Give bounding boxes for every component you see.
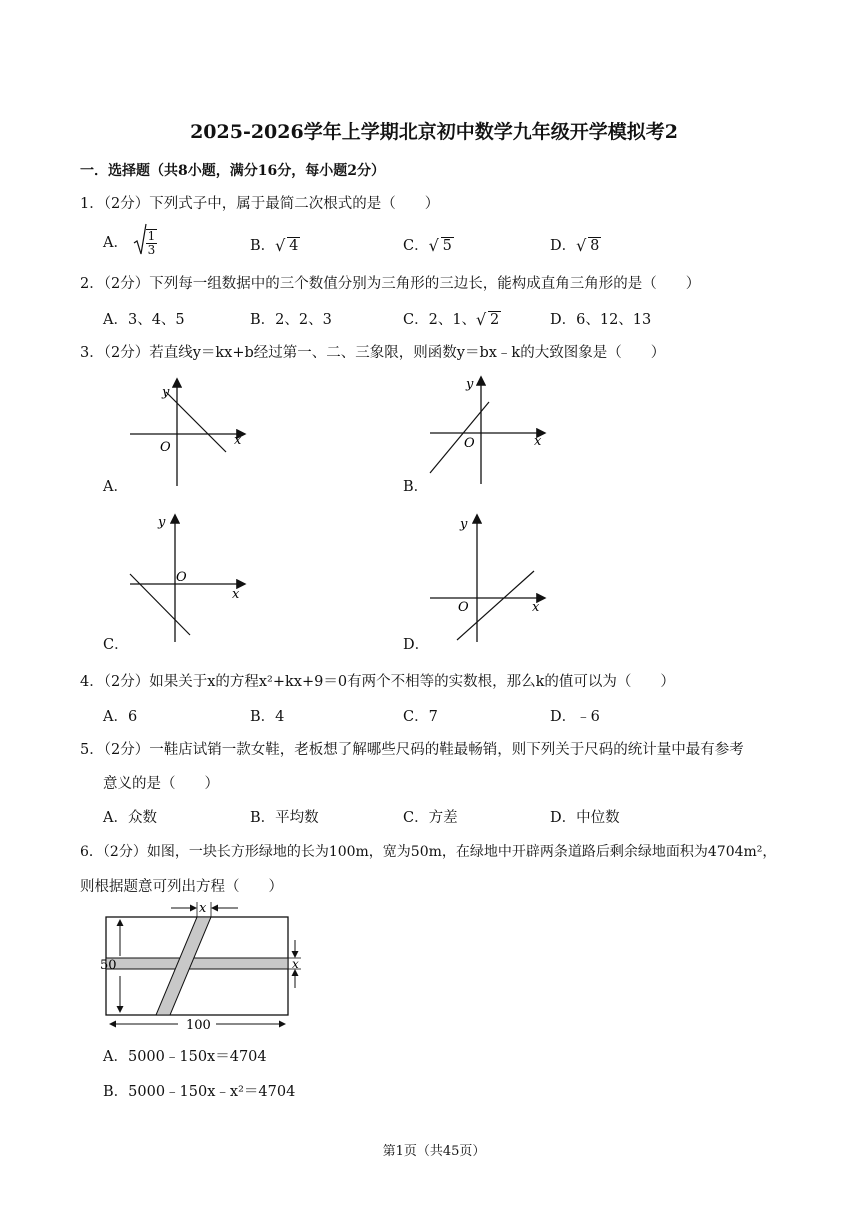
q5-option-d: D．中位数	[550, 810, 620, 826]
q4-option-a: A．6	[103, 709, 138, 725]
q1-option-b-label: B．	[250, 238, 276, 254]
field-width-label: 100	[186, 1018, 211, 1033]
q1-option-a	[103, 229, 157, 257]
q6-option-b: B．5000﹣150x﹣x²＝4704	[103, 1084, 296, 1100]
q5-option-c: C．方差	[403, 810, 458, 826]
origin-label: O	[458, 600, 469, 615]
origin-label: O	[464, 436, 475, 451]
q6-road-figure	[96, 898, 316, 1034]
q1-option-a-label: A．	[103, 235, 128, 251]
y-axis-label: y	[466, 377, 474, 392]
question-5-stem-line2: 意义的是（ ）	[103, 776, 219, 792]
x-axis-label: x	[532, 600, 540, 615]
q3-graph-d	[420, 510, 560, 650]
q1-fraction-numerator: 1	[147, 229, 156, 243]
q2-option-c: C．2、1、 √ 2	[403, 310, 500, 329]
q3-option-d-label: D．	[403, 637, 430, 653]
q1-option-d-radicand: 8	[590, 238, 600, 254]
question-6-stem-line2: 则根据题意可列出方程（ ）	[80, 879, 283, 895]
q3-option-b-label: B．	[403, 479, 429, 495]
q3-graph-b	[420, 372, 560, 492]
graph-line	[430, 402, 489, 473]
q2-option-b: B．2、2、3	[250, 312, 332, 328]
q2-option-c-radicand: 2	[490, 312, 500, 328]
x-axis-label: x	[232, 587, 240, 602]
y-axis-label: y	[460, 517, 468, 532]
q1-option-c-radicand: 5	[442, 238, 452, 254]
q4-option-b: B．4	[250, 709, 285, 725]
origin-label: O	[176, 570, 187, 585]
question-4-stem: 4．（2分）如果关于x的方程x²+kx+9＝0有两个不相等的实数根，那么k的值可以为（ ）	[80, 674, 675, 690]
q5-option-b: B．平均数	[250, 810, 319, 826]
page-footer: 第1页（共45页）	[382, 1144, 486, 1159]
q2-option-a: A．3、4、5	[103, 312, 185, 328]
q2-option-d: D．6、12、13	[550, 312, 652, 328]
q4-option-c: C．7	[403, 709, 438, 725]
origin-label: O	[160, 440, 171, 455]
document-title: 2025-2026学年上学期北京初中数学九年级开学模拟考2	[190, 121, 678, 143]
q6-option-a: A．5000﹣150x＝4704	[103, 1049, 267, 1065]
q1-option-d: D． √ 8	[550, 236, 600, 255]
q4-option-d: D．﹣6	[550, 709, 600, 725]
road-width-right-label: x	[292, 957, 299, 971]
x-axis-label: x	[234, 433, 242, 448]
field-height-label: 50	[100, 958, 117, 973]
q1-option-c: C． √ 5	[403, 236, 452, 255]
q2-option-c-text: C．2、1、	[403, 312, 477, 328]
q1-fraction-denominator: 3	[147, 243, 156, 257]
section-heading: 一．选择题（共8小题，满分16分，每小题2分）	[80, 163, 385, 179]
x-axis-label: x	[534, 434, 542, 449]
q1-option-c-label: C．	[403, 238, 429, 254]
question-5-stem-line1: 5．（2分）一鞋店试销一款女鞋，老板想了解哪些尺码的鞋最畅销，则下列关于尺码的统计量中最有参考	[80, 742, 744, 758]
q1-option-b: B． √ 4	[250, 236, 299, 255]
y-axis-label: y	[158, 515, 166, 530]
q3-option-c-label: C．	[103, 637, 129, 653]
q5-option-a: A．众数	[103, 810, 157, 826]
question-2-stem: 2．（2分）下列每一组数据中的三个数值分别为三角形的三边长，能构成直角三角形的是（ ）	[80, 276, 701, 292]
y-axis-label: y	[162, 385, 170, 400]
question-1-stem: 1．（2分）下列式子中，属于最简二次根式的是（ ）	[80, 196, 440, 212]
q3-option-a-label: A．	[103, 479, 128, 495]
q1-option-d-label: D．	[550, 238, 577, 254]
q3-graph-c	[120, 510, 260, 650]
question-6-stem-line1: 6．（2分）如图，一块长方形绿地的长为100m，宽为50m，在绿地中开辟两条道路后剩余绿地面积为4704m²，	[80, 844, 777, 860]
question-3-stem: 3．（2分）若直线y＝kx+b经过第一、二、三象限，则函数y＝bx﹣k的大致图象是（ ）	[80, 345, 666, 361]
q3-graph-a	[120, 372, 260, 492]
graph-line	[166, 392, 226, 452]
radical-sign-icon	[133, 223, 147, 257]
q1-option-b-radicand: 4	[289, 238, 299, 254]
road-width-top-label: x	[199, 901, 207, 916]
horizontal-road	[106, 958, 288, 969]
